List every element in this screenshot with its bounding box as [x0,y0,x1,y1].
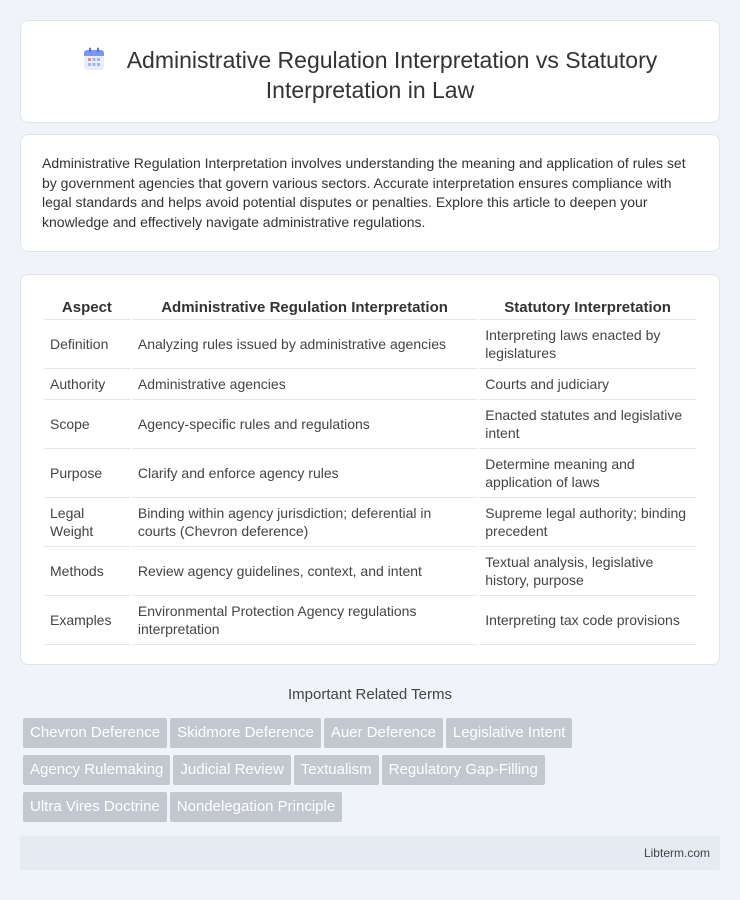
row-statutory: Courts and judiciary [479,369,696,400]
table-row [44,369,696,400]
tag-chevron-deference[interactable]: Chevron Deference [23,718,167,748]
comparison-card [20,274,720,665]
header-aspect: Aspect [44,295,130,320]
footer [20,836,720,870]
table-row [44,547,696,596]
table-row [44,320,696,369]
row-statutory: Interpreting laws enacted by legislatures [479,320,696,369]
row-administrative: Binding within agency jurisdiction; deferential in courts (Chevron deference) [132,498,477,547]
row-aspect: Legal Weight [44,498,130,547]
table-header-row [44,295,696,320]
row-aspect: Methods [44,547,130,596]
row-administrative: Environmental Protection Agency regulations interpretation [132,596,477,645]
tag-row [23,718,723,755]
row-statutory: Enacted statutes and legislative intent [479,400,696,449]
header-administrative: Administrative Regulation Interpretation [132,295,477,320]
comparison-table [42,295,698,645]
header-statutory: Statutory Interpretation [479,295,696,320]
tag-regulatory-gap-filling[interactable]: Regulatory Gap-Filling [382,755,545,785]
table-row [44,498,696,547]
tag-row [23,792,723,829]
row-statutory: Textual analysis, legislative history, purpose [479,547,696,596]
tag-row [23,755,723,792]
row-aspect: Examples [44,596,130,645]
footer-site-link[interactable]: Libterm.com [643,846,710,860]
table-row [44,596,696,645]
tag-nondelegation-principle[interactable]: Nondelegation Principle [170,792,342,822]
table-row [44,449,696,498]
related-terms-list [23,718,723,829]
tag-legislative-intent[interactable]: Legislative Intent [446,718,573,748]
calendar-icon [83,47,105,71]
row-administrative: Review agency guidelines, context, and intent [132,547,477,596]
row-aspect: Definition [44,320,130,369]
row-statutory: Interpreting tax code provisions [479,596,696,645]
intro-paragraph: Administrative Regulation Interpretation involves understanding the meaning and application of rules set by government agencies that govern various sectors. Accurate interpretation ensures compliance with legal standards and helps avoid potential disputes or penalties. Explore this article to deepen your knowledge and effectively navigate administrative regulations. [42,155,686,230]
row-administrative: Administrative agencies [132,369,477,400]
page-title [21,45,719,105]
row-aspect: Purpose [44,449,130,498]
row-statutory: Determine meaning and application of laws [479,449,696,498]
row-administrative: Agency-specific rules and regulations [132,400,477,449]
row-aspect: Scope [44,400,130,449]
intro-card [20,134,720,252]
tag-auer-deference[interactable]: Auer Deference [324,718,443,748]
tag-agency-rulemaking[interactable]: Agency Rulemaking [23,755,170,785]
row-aspect: Authority [44,369,130,400]
title-line-1: Administrative Regulation Interpretation vs Statutory [126,47,658,73]
row-administrative: Analyzing rules issued by administrative agencies [132,320,477,369]
tag-skidmore-deference[interactable]: Skidmore Deference [170,718,321,748]
row-statutory: Supreme legal authority; binding precedent [479,498,696,547]
related-terms-title: Important Related Terms [288,686,452,703]
title-card [20,20,720,123]
row-administrative: Clarify and enforce agency rules [132,449,477,498]
title-line-2: Interpretation in Law [265,77,475,103]
table-row [44,400,696,449]
tag-ultra-vires-doctrine[interactable]: Ultra Vires Doctrine [23,792,167,822]
tag-textualism[interactable]: Textualism [294,755,379,785]
tag-judicial-review[interactable]: Judicial Review [173,755,290,785]
